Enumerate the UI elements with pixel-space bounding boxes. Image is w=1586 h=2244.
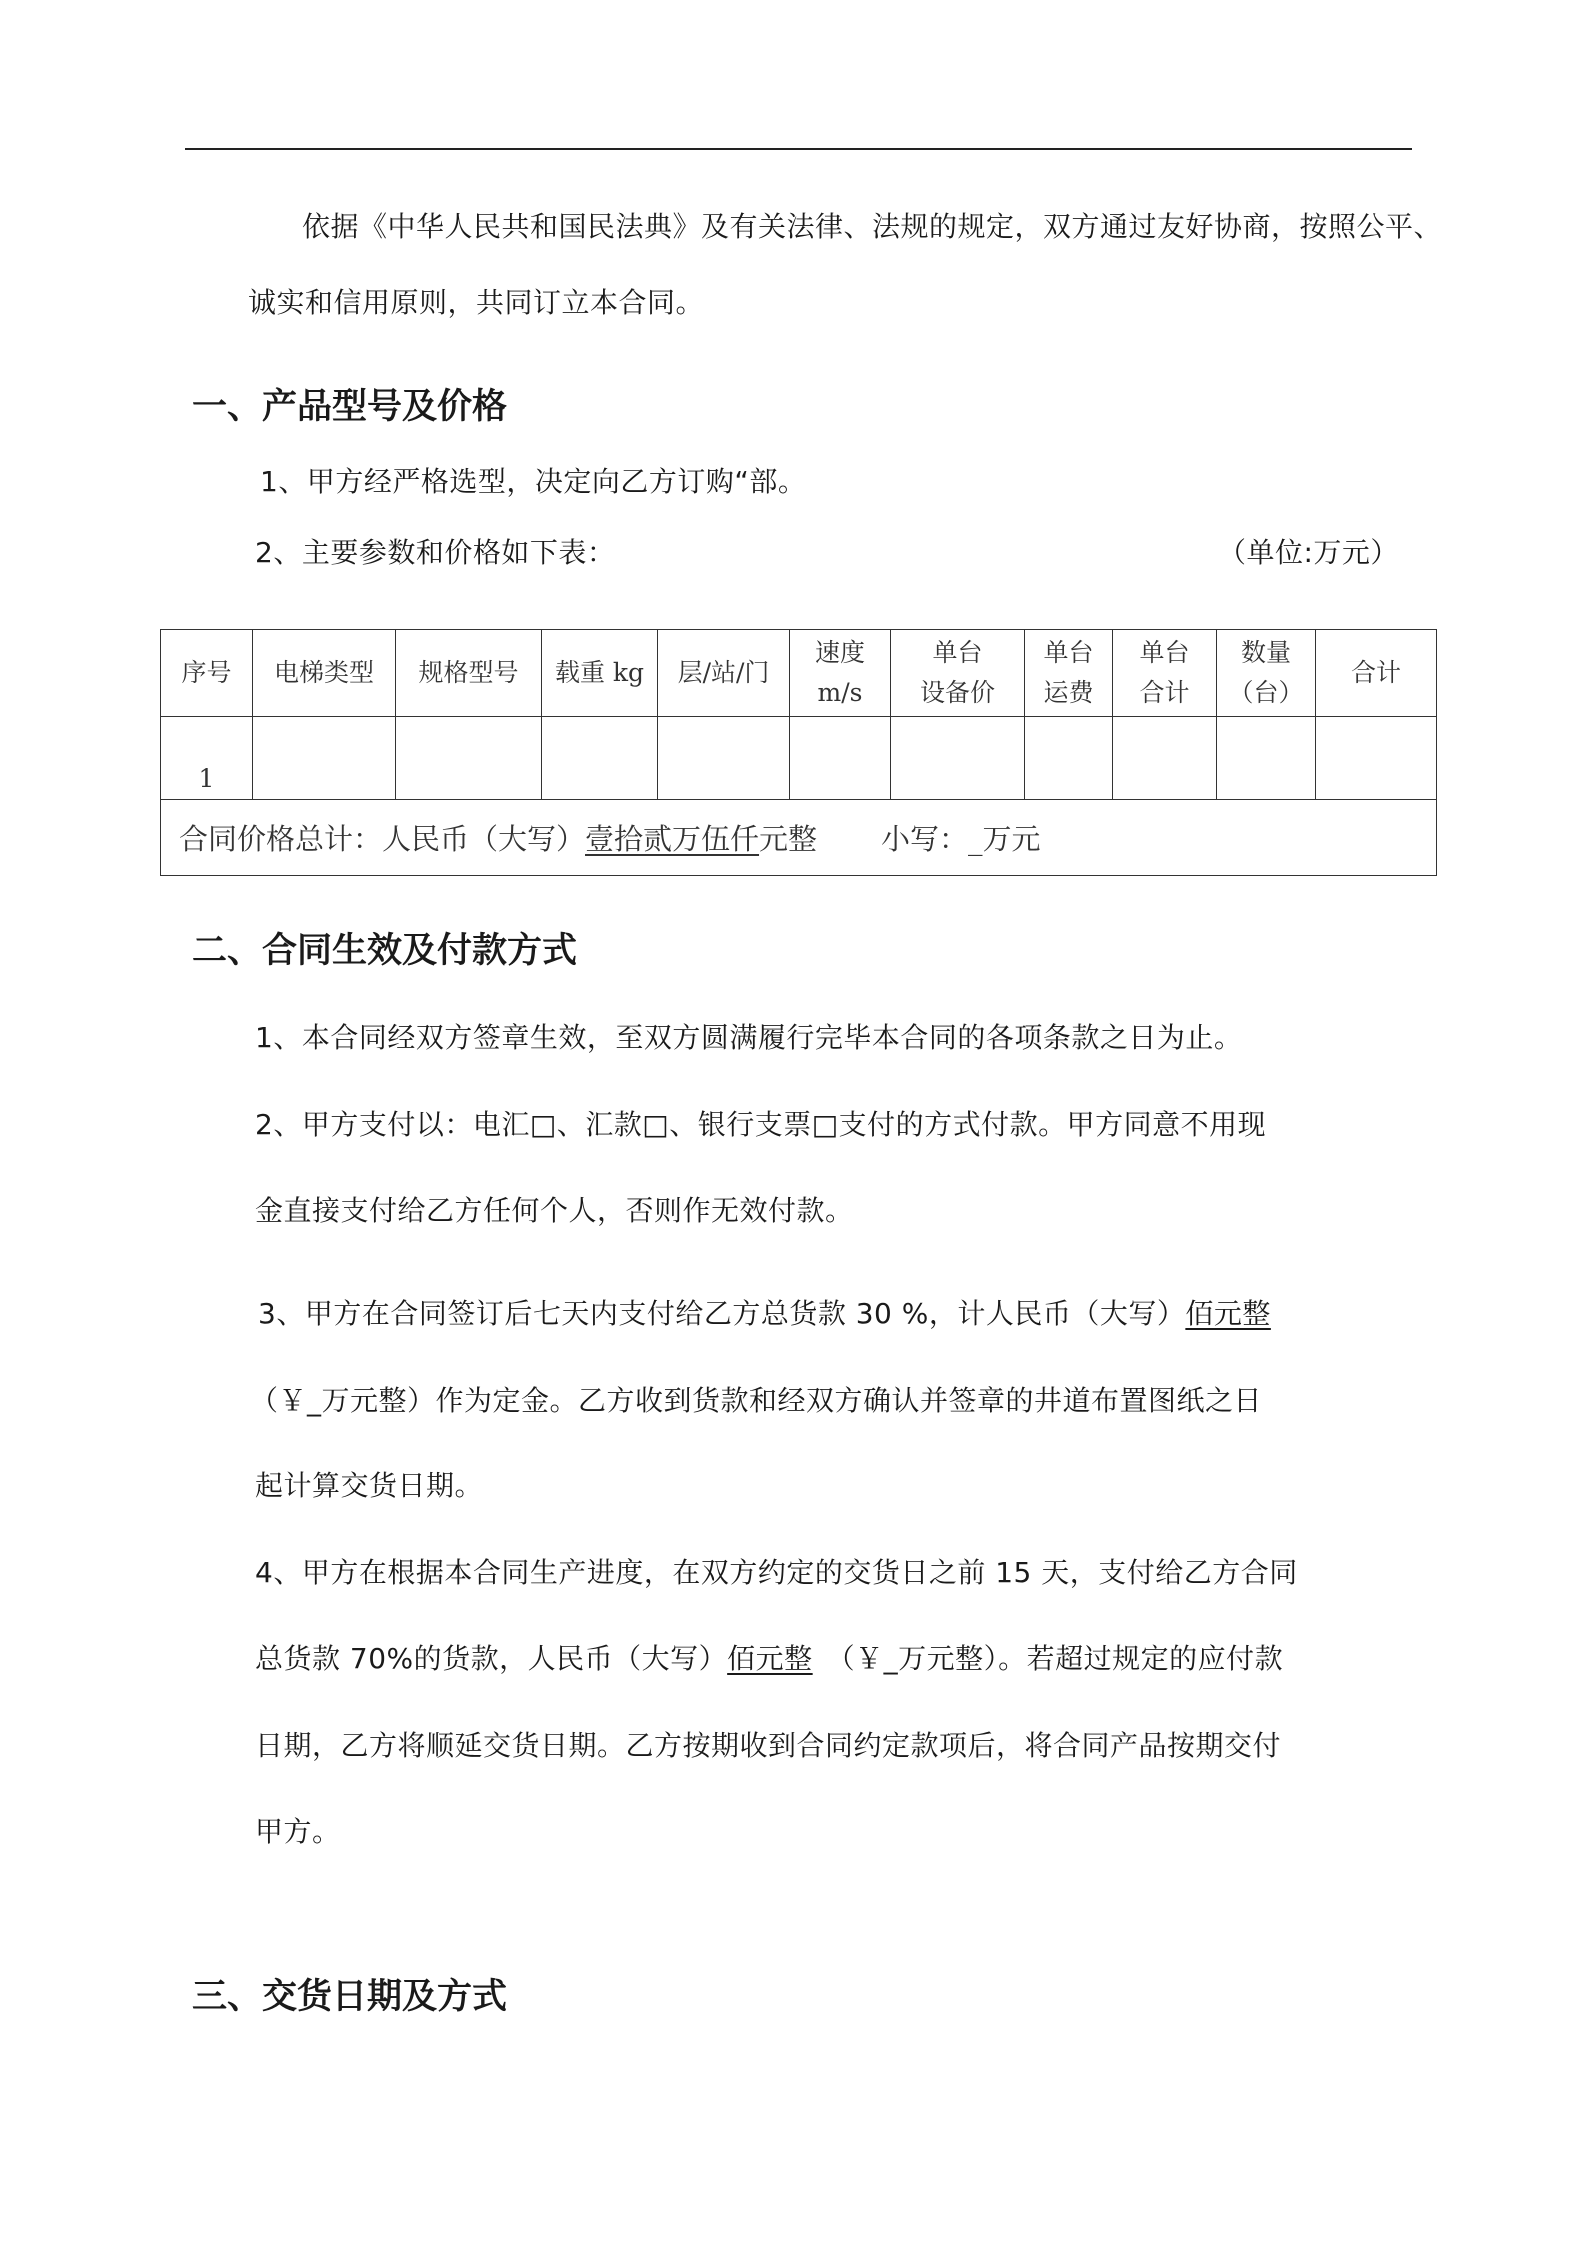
cell-elevator-type[interactable]	[253, 717, 396, 800]
header-elevator-type: 电梯类型	[253, 630, 396, 717]
total-row	[161, 800, 1437, 876]
item-3-amount: 佰元整	[1185, 1297, 1271, 1330]
header-floors: 层/站/门	[658, 630, 790, 717]
total-prefix: 合同价格总计：人民币（大写）	[179, 822, 586, 856]
section-2-item-2-line-2: 金直接支付给乙方任何个人，否则作无效付款。	[255, 1194, 854, 1227]
section-2-item-4-line-4: 甲方。	[255, 1815, 341, 1848]
header-quantity: 数量 （台）	[1217, 630, 1316, 717]
intro-line-2: 诚实和信用原则，共同订立本合同。	[248, 286, 705, 319]
section-2-item-1: 1、本合同经双方签章生效，至双方圆满履行完毕本合同的各项条款之日为止。	[255, 1021, 1243, 1054]
header-index: 序号	[161, 630, 253, 717]
section-2-item-3-line-3: 起计算交货日期。	[255, 1469, 484, 1502]
section-3-heading: 三、交货日期及方式	[192, 1977, 508, 2017]
section-2-item-3-line-2: （￥_万元整）作为定金。乙方收到货款和经双方确认并签章的井道布置图纸之日	[250, 1384, 1263, 1417]
section-2-item-4-line-3: 日期，乙方将顺延交货日期。乙方按期收到合同约定款项后，将合同产品按期交付	[255, 1729, 1282, 1762]
cell-unit-freight[interactable]	[1025, 717, 1113, 800]
header-total: 合计	[1316, 630, 1437, 717]
item-4-amount: 佰元整	[727, 1642, 813, 1675]
cell-unit-price[interactable]	[891, 717, 1025, 800]
cell-floors[interactable]	[658, 717, 790, 800]
section-2-item-4-line-1: 4、甲方在根据本合同生产进度，在双方约定的交货日之前 15 天，支付给乙方合同	[255, 1556, 1298, 1589]
cell-total[interactable]	[1316, 717, 1437, 800]
section-2-item-3-line-1	[258, 1294, 1271, 1334]
total-cell	[161, 800, 1437, 876]
header-unit-total: 单台 合计	[1113, 630, 1217, 717]
table-row	[161, 717, 1437, 800]
header-speed: 速度 m/s	[790, 630, 891, 717]
header-rule	[185, 148, 1412, 150]
cell-quantity[interactable]	[1217, 717, 1316, 800]
total-small: 小写：_万元	[881, 822, 1041, 856]
cell-load[interactable]	[542, 717, 658, 800]
header-load: 载重 kg	[542, 630, 658, 717]
section-2-item-4-line-2	[255, 1639, 1283, 1679]
item-4-text: 总货款 70%的货款，人民币（大写）	[255, 1642, 728, 1675]
total-amount-words: 壹拾贰万伍仟	[585, 822, 760, 856]
section-2-item-2-line-1: 2、甲方支付以：电汇□、汇款□、银行支票□支付的方式付款。甲方同意不用现	[255, 1108, 1267, 1141]
section-2-heading: 二、合同生效及付款方式	[192, 931, 578, 971]
item-3-text: 3、甲方在合同签订后七天内支付给乙方总货款 30 %，计人民币（大写）	[258, 1297, 1186, 1330]
intro-line-1: 依据《中华人民共和国民法典》及有关法律、法规的规定，双方通过友好协商，按照公平、	[302, 210, 1443, 243]
total-suffix: 元整	[759, 822, 818, 856]
row-index: 1	[161, 717, 253, 800]
cell-speed[interactable]	[790, 717, 891, 800]
section-1-heading: 一、产品型号及价格	[192, 387, 508, 427]
price-table	[160, 629, 1437, 876]
header-unit-price: 单台 设备价	[891, 630, 1025, 717]
section-1-item-2: 2、主要参数和价格如下表：	[255, 536, 616, 569]
header-unit-freight: 单台 运费	[1025, 630, 1113, 717]
cell-unit-total[interactable]	[1113, 717, 1217, 800]
item-4-text-rest: （￥_万元整）。若超过规定的应付款	[826, 1642, 1284, 1675]
header-model: 规格型号	[396, 630, 542, 717]
section-1-item-1: 1、甲方经严格选型，决定向乙方订购“部。	[260, 465, 807, 498]
table-header-row	[161, 630, 1437, 717]
unit-note: （单位:万元）	[1218, 536, 1399, 569]
cell-model[interactable]	[396, 717, 542, 800]
